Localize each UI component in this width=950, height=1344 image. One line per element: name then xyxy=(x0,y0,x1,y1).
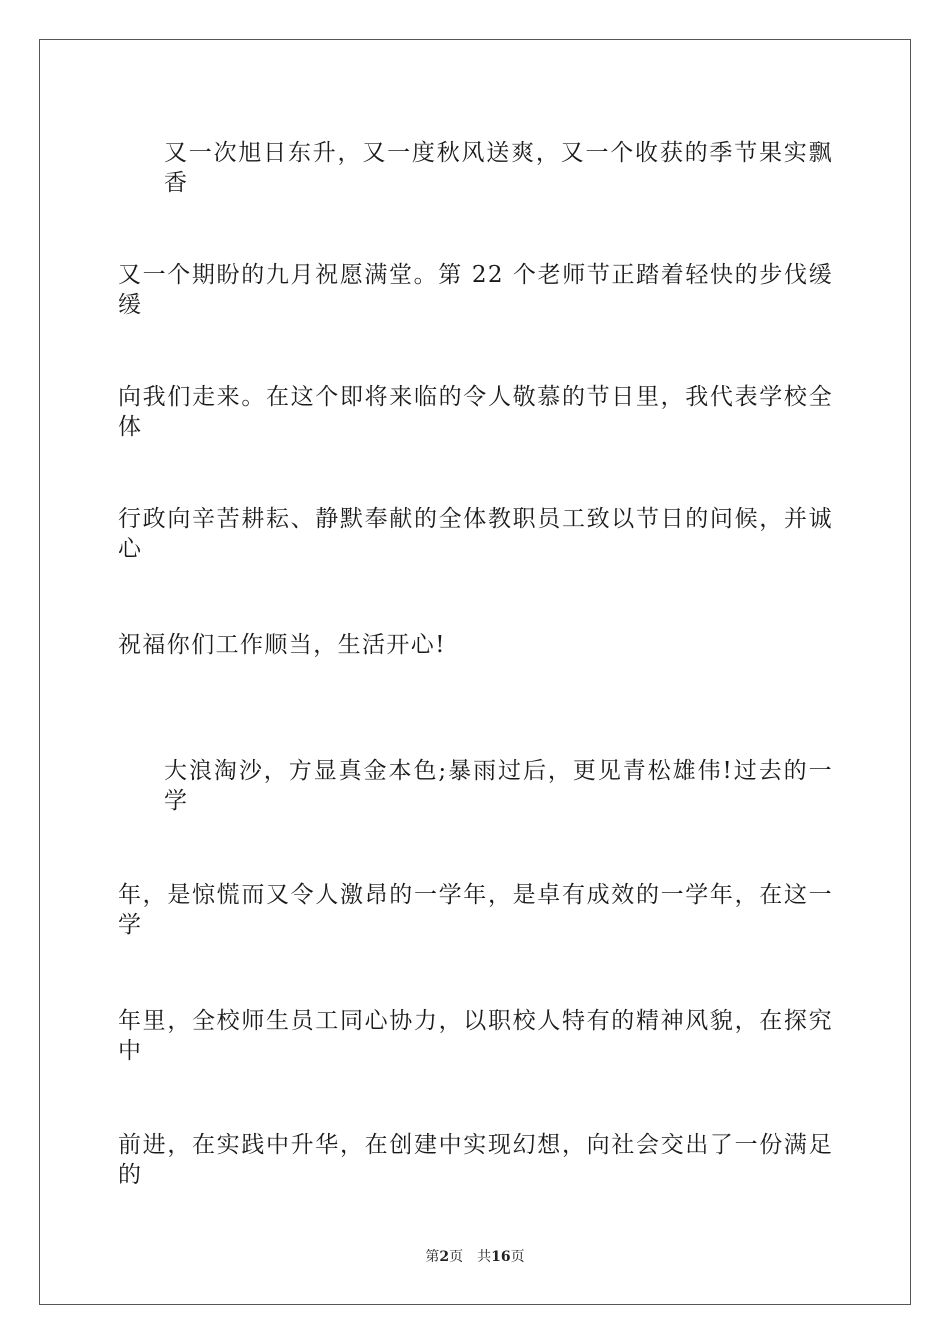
paragraph-1-line-5: 祝福你们工作顺当，生活开心! xyxy=(118,632,446,658)
paragraph-2-line-3: 年里，全校师生员工同心协力，以职校人特有的精神风貌，在探究中 xyxy=(118,1008,833,1064)
total-page-number: 16 xyxy=(491,1249,511,1265)
total-prefix: 共 xyxy=(477,1249,492,1265)
paragraph-1-line-3: 向我们走来。在这个即将来临的令人敬慕的节日里，我代表学校全体 xyxy=(118,384,833,440)
paragraph-1-line-1: 又一次旭日东升，又一度秋风送爽，又一个收获的季节果实飘香 xyxy=(164,140,833,196)
paragraph-2-line-4: 前进，在实践中升华，在创建中实现幻想，向社会交出了一份满足的 xyxy=(118,1132,833,1188)
total-suffix: 页 xyxy=(510,1249,525,1265)
paragraph-2-line-1: 大浪淘沙，方显真金本色;暴雨过后，更见青松雄伟!过去的一学 xyxy=(164,758,833,814)
paragraph-1-line-2: 又一个期盼的九月祝愿满堂。第 22 个老师节正踏着轻快的步伐缓缓 xyxy=(118,262,833,318)
page-footer xyxy=(0,1246,950,1266)
page-prefix: 第 xyxy=(425,1249,440,1265)
page-border xyxy=(39,39,911,1305)
page-suffix: 页 xyxy=(449,1249,464,1265)
paragraph-2-line-2: 年，是惊慌而又令人激昂的一学年，是卓有成效的一学年，在这一学 xyxy=(118,882,833,938)
paragraph-1-line-4: 行政向辛苦耕耘、静默奉献的全体教职员工致以节日的问候，并诚心 xyxy=(118,506,833,562)
current-page-number: 2 xyxy=(439,1249,450,1265)
